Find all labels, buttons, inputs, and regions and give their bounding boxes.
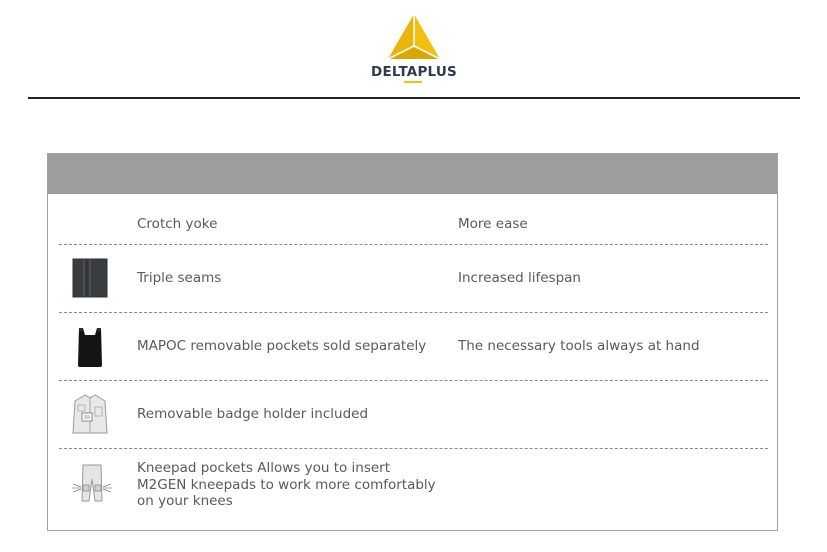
table-row — [59, 449, 768, 529]
brand-underline — [404, 81, 422, 83]
benefit-text: The necessary tools always at hand — [458, 338, 700, 354]
table-row — [59, 381, 768, 449]
benefit-text: Increased lifespan — [458, 270, 581, 286]
table-row — [59, 194, 768, 245]
header-divider — [28, 97, 800, 99]
deltaplus-logo[interactable] — [360, 12, 468, 86]
benefit-text: More ease — [458, 216, 528, 232]
kneepad-trousers-icon — [71, 463, 109, 505]
feature-text: Kneepad pockets Allows you to insert M2GEN kneepads to work more comfortably on your knees — [137, 460, 436, 509]
feature-text: Triple seams — [137, 270, 222, 286]
brand-name: DELTAPLUS — [371, 64, 457, 80]
page-header — [0, 0, 827, 98]
table-header-bar — [48, 154, 777, 194]
feature-text: Crotch yoke — [137, 216, 218, 232]
fabric-swatch-icon — [71, 257, 109, 299]
jacket-badge-icon — [71, 393, 109, 435]
table-row — [59, 245, 768, 313]
triangle-logo-icon — [386, 12, 442, 62]
table-row — [59, 313, 768, 381]
features-table — [47, 153, 778, 531]
feature-text: Removable badge holder included — [137, 406, 369, 422]
pocket-pouch-icon — [71, 325, 109, 367]
feature-text: MAPOC removable pockets sold separately — [137, 338, 427, 354]
